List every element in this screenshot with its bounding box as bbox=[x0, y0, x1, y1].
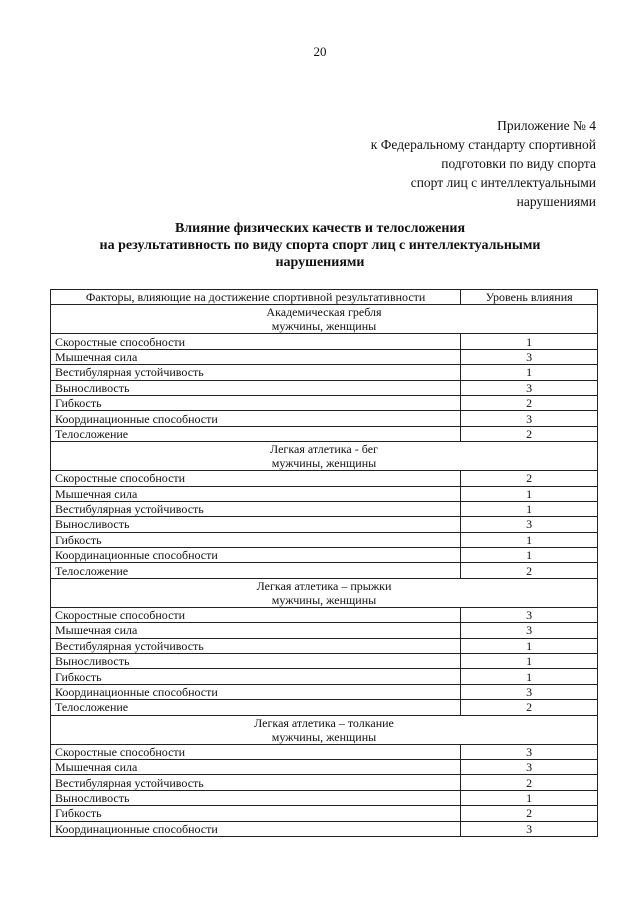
factor-cell: Вестибулярная устойчивость bbox=[51, 365, 461, 380]
table-row bbox=[51, 806, 598, 821]
factor-cell: Выносливость bbox=[51, 790, 461, 805]
table-row bbox=[51, 790, 598, 805]
table-row bbox=[51, 380, 598, 395]
table-row bbox=[51, 775, 598, 790]
table-row bbox=[51, 563, 598, 578]
level-cell: 3 bbox=[461, 380, 598, 395]
factor-cell: Вестибулярная устойчивость bbox=[51, 638, 461, 653]
level-cell: 1 bbox=[461, 638, 598, 653]
level-cell: 2 bbox=[461, 426, 598, 441]
table-row bbox=[51, 654, 598, 669]
table-row bbox=[51, 426, 598, 441]
table-row bbox=[51, 411, 598, 426]
factors-table bbox=[50, 289, 598, 837]
section-header bbox=[51, 578, 598, 607]
appendix-line: спорт лиц с интеллектуальными bbox=[410, 175, 596, 190]
table-row bbox=[51, 821, 598, 836]
section-name: Легкая атлетика – толкание bbox=[254, 715, 394, 730]
table-body bbox=[51, 305, 598, 837]
factor-cell: Мышечная сила bbox=[51, 349, 461, 364]
section-row bbox=[51, 442, 598, 471]
factor-cell: Выносливость bbox=[51, 380, 461, 395]
factor-cell: Вестибулярная устойчивость bbox=[51, 501, 461, 516]
table-row bbox=[51, 501, 598, 516]
section-header bbox=[51, 442, 598, 471]
factor-cell: Координационные способности bbox=[51, 684, 461, 699]
factor-cell: Скоростные способности bbox=[51, 607, 461, 622]
factor-cell: Мышечная сила bbox=[51, 759, 461, 774]
level-cell: 1 bbox=[461, 501, 598, 516]
factor-cell: Телосложение bbox=[51, 426, 461, 441]
table-row bbox=[51, 532, 598, 547]
section-subtitle: мужчины, женщины bbox=[271, 729, 377, 744]
table-row bbox=[51, 607, 598, 622]
table-row bbox=[51, 548, 598, 563]
table-row bbox=[51, 365, 598, 380]
section-subtitle: мужчины, женщины bbox=[271, 319, 377, 334]
section-name: Легкая атлетика - бег bbox=[270, 442, 378, 457]
level-cell: 1 bbox=[461, 365, 598, 380]
title-line: на результативность по виду спорта спорт лиц с интеллектуальными bbox=[99, 238, 541, 253]
table-row bbox=[51, 486, 598, 501]
factor-cell: Вестибулярная устойчивость bbox=[51, 775, 461, 790]
factor-cell: Скоростные способности bbox=[51, 471, 461, 486]
level-cell: 3 bbox=[461, 517, 598, 532]
table-row bbox=[51, 759, 598, 774]
factor-cell: Мышечная сила bbox=[51, 623, 461, 638]
level-cell: 2 bbox=[461, 395, 598, 410]
level-cell: 1 bbox=[461, 532, 598, 547]
table-row bbox=[51, 638, 598, 653]
section-subtitle: мужчины, женщины bbox=[271, 592, 377, 607]
level-cell: 1 bbox=[461, 669, 598, 684]
factor-cell: Скоростные способности bbox=[51, 744, 461, 759]
table-row bbox=[51, 700, 598, 715]
level-cell: 2 bbox=[461, 775, 598, 790]
table-row bbox=[51, 744, 598, 759]
table-row bbox=[51, 471, 598, 486]
level-cell: 1 bbox=[461, 486, 598, 501]
table-row bbox=[51, 334, 598, 349]
factor-cell: Скоростные способности bbox=[51, 334, 461, 349]
factor-cell: Мышечная сила bbox=[51, 486, 461, 501]
appendix-line: Приложение № 4 bbox=[497, 118, 596, 133]
level-cell: 1 bbox=[461, 790, 598, 805]
level-cell: 1 bbox=[461, 334, 598, 349]
title-line: Влияние физических качеств и телосложения bbox=[174, 221, 466, 236]
factor-cell: Гибкость bbox=[51, 395, 461, 410]
level-cell: 2 bbox=[461, 563, 598, 578]
title-line: нарушениями bbox=[275, 255, 365, 270]
appendix-line: подготовки по виду спорта bbox=[441, 156, 596, 171]
section-name: Легкая атлетика – прыжки bbox=[256, 578, 392, 593]
level-cell: 3 bbox=[461, 821, 598, 836]
header-level: Уровень влияния bbox=[461, 290, 598, 305]
header-factors: Факторы, влияющие на достижение спортивной результативности bbox=[51, 290, 461, 305]
section-name: Академическая гребля bbox=[266, 305, 382, 320]
section-header bbox=[51, 715, 598, 744]
factor-cell: Телосложение bbox=[51, 700, 461, 715]
level-cell: 3 bbox=[461, 607, 598, 622]
level-cell: 3 bbox=[461, 349, 598, 364]
factor-cell: Координационные способности bbox=[51, 411, 461, 426]
factor-cell: Гибкость bbox=[51, 806, 461, 821]
section-subtitle: мужчины, женщины bbox=[271, 456, 377, 471]
document-title bbox=[40, 220, 600, 271]
level-cell: 2 bbox=[461, 471, 598, 486]
section-row bbox=[51, 715, 598, 744]
appendix-line: к Федеральному стандарту спортивной bbox=[370, 137, 596, 152]
level-cell: 2 bbox=[461, 700, 598, 715]
appendix-block bbox=[371, 116, 596, 211]
table-row bbox=[51, 684, 598, 699]
factor-cell: Гибкость bbox=[51, 532, 461, 547]
page-number: 20 bbox=[313, 44, 327, 59]
factor-cell: Координационные способности bbox=[51, 821, 461, 836]
table-row bbox=[51, 669, 598, 684]
level-cell: 3 bbox=[461, 684, 598, 699]
table-row bbox=[51, 517, 598, 532]
section-header bbox=[51, 305, 598, 334]
factor-cell: Координационные способности bbox=[51, 548, 461, 563]
level-cell: 3 bbox=[461, 411, 598, 426]
appendix-line: нарушениями bbox=[516, 194, 596, 209]
factor-cell: Выносливость bbox=[51, 517, 461, 532]
level-cell: 1 bbox=[461, 654, 598, 669]
section-row bbox=[51, 305, 598, 334]
table-row bbox=[51, 395, 598, 410]
factor-cell: Выносливость bbox=[51, 654, 461, 669]
table-header-row bbox=[51, 290, 598, 305]
table-row bbox=[51, 349, 598, 364]
section-row bbox=[51, 578, 598, 607]
factor-cell: Телосложение bbox=[51, 563, 461, 578]
level-cell: 3 bbox=[461, 744, 598, 759]
level-cell: 2 bbox=[461, 806, 598, 821]
level-cell: 1 bbox=[461, 548, 598, 563]
level-cell: 3 bbox=[461, 623, 598, 638]
level-cell: 3 bbox=[461, 759, 598, 774]
factor-cell: Гибкость bbox=[51, 669, 461, 684]
table-row bbox=[51, 623, 598, 638]
